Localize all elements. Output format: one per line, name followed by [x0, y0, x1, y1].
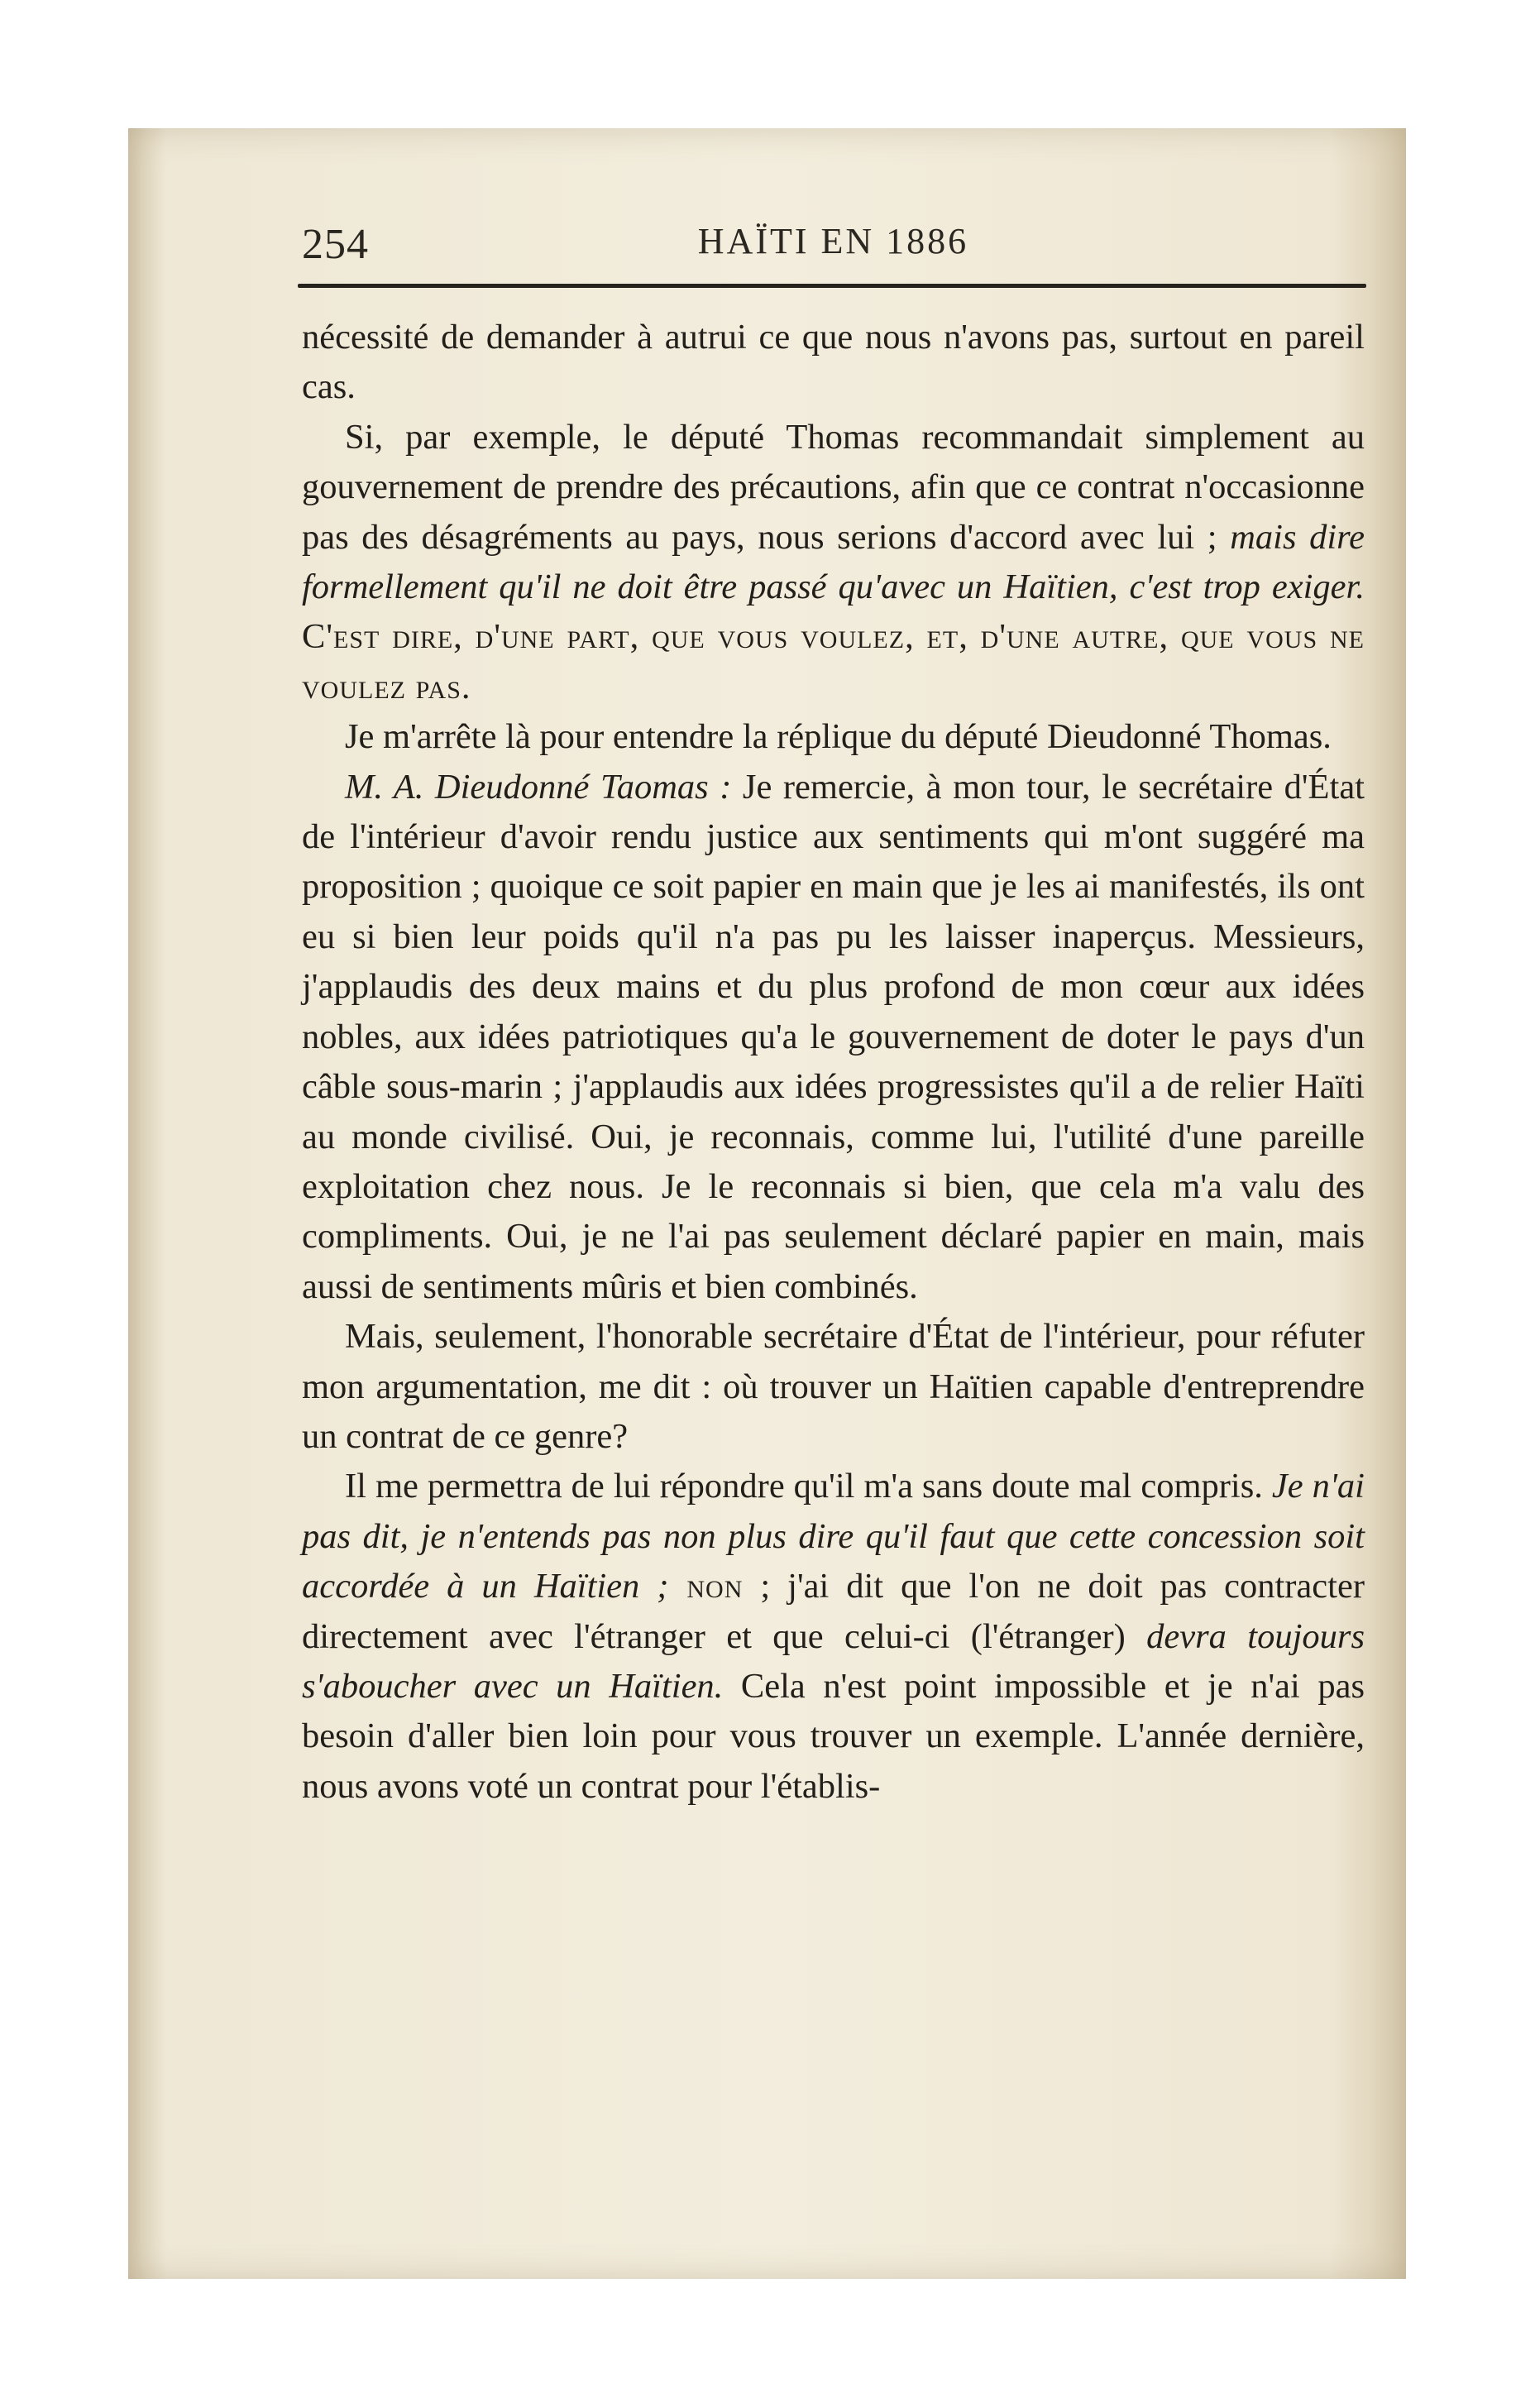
header-rule: [298, 284, 1366, 288]
paragraph: [302, 313, 1365, 413]
text-run: nécessité de demander à autrui ce que nous n'avons pas, surtout en pareil cas.: [302, 318, 1365, 407]
paragraph: [302, 1462, 1365, 1812]
page-number: 254: [302, 221, 369, 268]
body-text: [302, 313, 1365, 1812]
italic-run: mais dire formellement qu'il ne doit être passé qu'avec un Haïtien, c'est trop exiger.: [302, 517, 1365, 607]
page-header: [302, 215, 1365, 273]
small-caps-run: non: [668, 1567, 744, 1606]
paragraph: [302, 763, 1365, 1312]
paragraph: [302, 1312, 1365, 1462]
text-run: Il me permettra de lui répondre qu'il m'a sans doute mal compris.: [345, 1467, 1272, 1506]
italic-run: devra toujours s'aboucher avec un Haïtien.: [302, 1616, 1365, 1706]
text-run: Si, par exemple, le député Thomas recommandait simplement au gouvernement de prendre des précautions, afin que ce contrat n'occasionne pas des désagréments au pays, nous serions d'accord avec lui ;: [302, 417, 1365, 557]
italic-run: Je n'ai pas dit, je n'entends pas non plus dire qu'il faut que cette concession soit accordée à un Haïtien ;: [302, 1467, 1365, 1606]
text-run: Je remercie, à mon tour, le secrétaire d'État de l'intérieur d'avoir rendu justice aux sentiments qui m'ont suggéré ma proposition ; quoique ce soit papier en main que je les ai manifestés, ils ont eu si bien leur poids qu'il n'a pas pu les laisser inaperçus. Messieurs, j'applaudis des deux mains et du plus profond de mon cœur aux idées nobles, aux idées patriotiques qu'a le gouvernement de doter le pays d'un câble sous-marin ; j'applaudis aux idées progressistes qu'il a de relier Haïti au monde civilisé. Oui, je reconnais, comme lui, l'utilité d'une pareille exploitation chez nous. Je le reconnais si bien, que cela m'a valu des compliments. Oui, je ne l'ai pas seulement déclaré papier en main, mais aussi de sentiments mûris et bien combinés.: [302, 767, 1365, 1306]
paragraph: [302, 712, 1365, 762]
text-run: ; j'ai dit que l'on ne doit pas contracter directement avec l'étranger et que celui-ci (l'étranger): [302, 1567, 1365, 1656]
small-caps-run: C'est dire, d'une part, que vous voulez, et, d'une autre, que vous ne voulez pas.: [302, 617, 1365, 706]
text-run: Cela n'est point impossible et je n'ai pas besoin d'aller bien loin pour vous trouver un exemple. L'année dernière, nous avons voté un contrat pour l'établis-: [302, 1666, 1365, 1806]
running-title: HAÏTI EN 1886: [697, 221, 969, 261]
text-run: Mais, seulement, l'honorable secrétaire d'État de l'intérieur, pour réfuter mon argumentation, me dit : où trouver un Haïtien capable d'entreprendre un contrat de ce genre?: [302, 1317, 1365, 1456]
speaker-name: M. A. Dieudonné Taomas :: [345, 767, 732, 807]
text-run: Je m'arrête là pour entendre la réplique du député Dieudonné Thomas.: [345, 717, 1332, 757]
paragraph: [302, 413, 1365, 712]
